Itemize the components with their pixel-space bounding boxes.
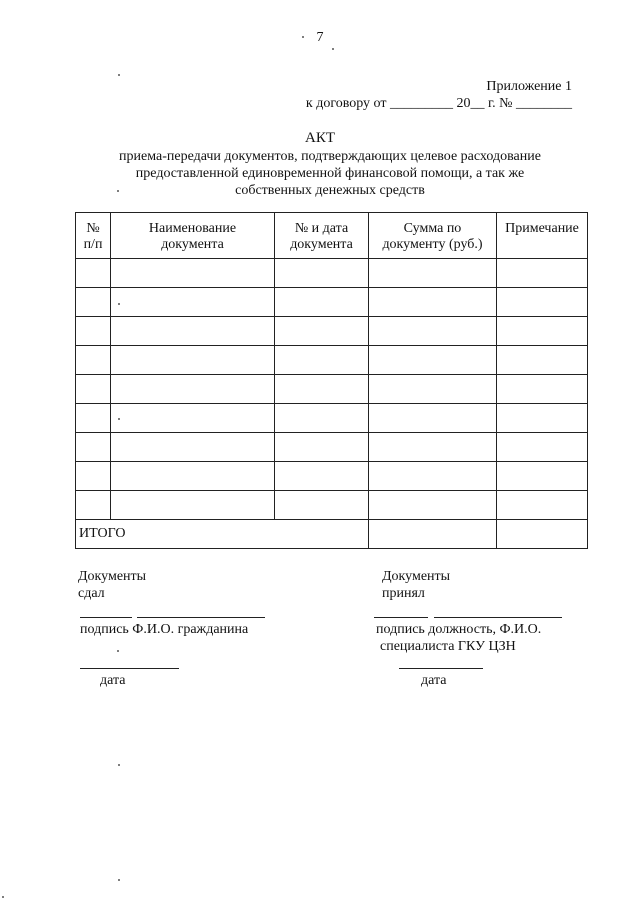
scan-speck <box>118 303 120 305</box>
table-cell <box>111 491 275 520</box>
total-note-cell <box>497 520 588 549</box>
name-line <box>137 617 265 618</box>
table-cell <box>369 346 497 375</box>
table-cell <box>76 462 111 491</box>
table-cell <box>497 491 588 520</box>
header-document-name: Наименование документа <box>111 213 275 259</box>
table-cell <box>497 404 588 433</box>
signature-line <box>80 617 132 618</box>
table-cell <box>275 375 369 404</box>
act-subtitle-line: предоставленной единовременной финансовой помощи, а так же <box>135 166 525 181</box>
scan-speck <box>302 36 304 38</box>
table-cell <box>497 462 588 491</box>
documents-table <box>75 212 588 549</box>
table-cell <box>111 433 275 462</box>
act-subtitle-line: приема-передачи документов, подтверждающих целевое расходование <box>119 149 541 164</box>
scan-speck <box>118 879 120 881</box>
table-cell <box>497 346 588 375</box>
table-row <box>76 288 588 317</box>
header-number: № п/п <box>76 213 111 259</box>
table-cell <box>76 404 111 433</box>
table-row <box>76 491 588 520</box>
page-number: 7 <box>316 30 324 45</box>
table-cell <box>369 491 497 520</box>
table-cell <box>111 317 275 346</box>
table-cell <box>369 462 497 491</box>
table-header-row <box>76 213 588 259</box>
scan-speck <box>118 74 120 76</box>
table-cell <box>76 491 111 520</box>
table-cell <box>275 317 369 346</box>
table-cell <box>497 375 588 404</box>
table-cell <box>275 346 369 375</box>
scan-speck <box>2 896 4 898</box>
act-title: АКТ <box>305 130 335 146</box>
header-document-number-date: № и дата документа <box>275 213 369 259</box>
date-line <box>80 668 179 669</box>
table-row <box>76 462 588 491</box>
total-label: ИТОГО <box>76 520 369 549</box>
specialist-signature-caption: подпись должность, Ф.И.О. <box>376 622 542 637</box>
appendix-reference: к договору от _________ 20__ г. № ________ <box>305 96 572 111</box>
table-cell <box>369 259 497 288</box>
table-row <box>76 317 588 346</box>
appendix-title: Приложение 1 <box>486 79 572 94</box>
table-cell <box>76 375 111 404</box>
act-subtitle <box>70 148 590 199</box>
table-cell <box>76 288 111 317</box>
table-cell <box>111 259 275 288</box>
table-cell <box>275 491 369 520</box>
table-cell <box>275 259 369 288</box>
table-row <box>76 259 588 288</box>
table-cell <box>76 317 111 346</box>
table-cell <box>111 404 275 433</box>
table-row <box>76 346 588 375</box>
header-note: Примечание <box>497 213 588 259</box>
table-cell <box>76 433 111 462</box>
scan-speck <box>332 48 334 50</box>
table-cell <box>275 433 369 462</box>
table-cell <box>369 404 497 433</box>
table-cell <box>111 462 275 491</box>
table-cell <box>369 375 497 404</box>
table-cell <box>497 433 588 462</box>
total-amount-cell <box>369 520 497 549</box>
table-cell <box>369 433 497 462</box>
act-subtitle-line: собственных денежных средств <box>235 183 425 198</box>
header-amount: Сумма по документу (руб.) <box>369 213 497 259</box>
table-cell <box>275 404 369 433</box>
table-row <box>76 433 588 462</box>
signature-line <box>374 617 428 618</box>
date-caption: дата <box>421 673 447 688</box>
table-cell <box>111 288 275 317</box>
scan-speck <box>117 190 119 192</box>
received-heading: Документы принял <box>382 569 451 601</box>
table-cell <box>111 346 275 375</box>
scan-speck <box>118 418 120 420</box>
table-cell <box>369 288 497 317</box>
citizen-signature-caption: подпись Ф.И.О. гражданина <box>80 622 249 637</box>
table-cell <box>111 375 275 404</box>
date-line <box>399 668 483 669</box>
handed-over-heading: Документы сдал <box>78 569 147 601</box>
position-name-line <box>434 617 562 618</box>
table-cell <box>76 346 111 375</box>
table-row <box>76 375 588 404</box>
total-row <box>76 520 588 549</box>
table-cell <box>275 288 369 317</box>
table-cell <box>369 317 497 346</box>
specialist-organization-caption: специалиста ГКУ ЦЗН <box>380 639 516 654</box>
table-cell <box>76 259 111 288</box>
table-cell <box>497 317 588 346</box>
date-caption: дата <box>100 673 126 688</box>
scan-speck <box>117 650 119 652</box>
table-cell <box>497 288 588 317</box>
table-cell <box>497 259 588 288</box>
scan-speck <box>118 764 120 766</box>
table-row <box>76 404 588 433</box>
table-cell <box>275 462 369 491</box>
